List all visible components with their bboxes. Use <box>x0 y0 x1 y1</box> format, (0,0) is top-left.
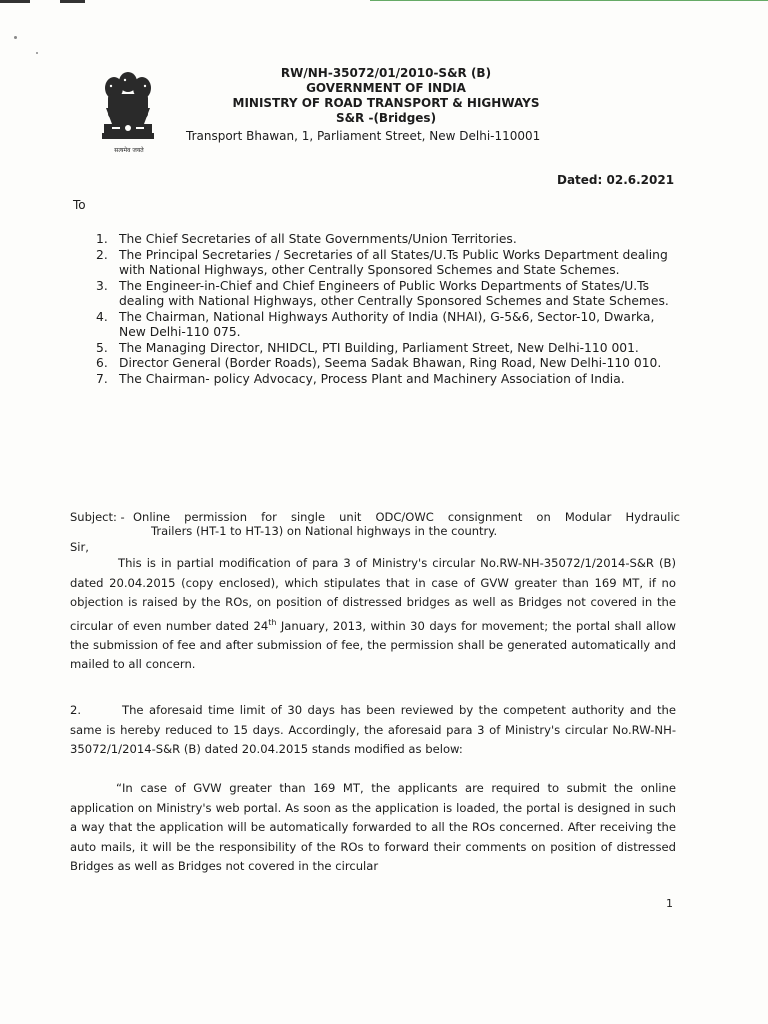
subject-text-line-2: Trailers (HT-1 to HT-13) on National highways in the country. <box>151 524 498 538</box>
national-emblem-icon <box>98 68 158 150</box>
ministry-name: MINISTRY OF ROAD TRANSPORT & HIGHWAYS <box>232 96 540 110</box>
list-item: 1. The Chief Secretaries of all State Governments/Union Territories. <box>96 232 517 246</box>
letter-date: Dated: 02.6.2021 <box>557 173 675 187</box>
letterhead <box>186 66 586 126</box>
list-item: 6. Director General (Border Roads), Seema Sadak Bhawan, Ring Road, New Delhi-110 010. <box>96 356 662 370</box>
department-name: S&R -(Bridges) <box>335 111 437 125</box>
subject-line <box>70 510 680 538</box>
paragraph-quoted-modification: “In case of GVW greater than 169 MT, the applicants are required to submit the online application on Ministry's web portal. As soon as the application is loaded, the portal is designed in such a way that the application will be automatically forwarded to all the ROs concerned. After receiving the auto mails, it will be the responsibility of the ROs to forward their comments on position of distressed Bridges as well as Bridges not covered in the circular <box>70 781 676 873</box>
scan-speck <box>36 52 38 54</box>
list-item: 5. The Managing Director, NHIDCL, PTI Building, Parliament Street, New Delhi-110 001. <box>96 340 639 355</box>
list-item: 2. The Principal Secretaries / Secretaries of all States/U.Ts Public Works Department dealing with National Highways, other Centrally Sponsored Schemes and State Schemes. <box>96 247 668 277</box>
scan-speck <box>14 36 17 39</box>
government-name: GOVERNMENT OF INDIA <box>306 81 466 95</box>
subject-text-line-1: Online permission for single unit ODC/OWC consignment on Modular Hydraulic <box>133 510 680 524</box>
office-address: Transport Bhawan, 1, Parliament Street, New Delhi-110001 <box>186 129 541 143</box>
emblem-caption: सत्यमेव जयते <box>114 147 144 154</box>
subject-label: Subject: - <box>70 510 125 524</box>
to-label: To <box>73 198 86 212</box>
scan-edge-marks <box>0 0 768 6</box>
list-item: 7. The Chairman- policy Advocacy, Process Plant and Machinery Association of India. <box>96 371 625 386</box>
list-item: 4. The Chairman, National Highways Authority of India (NHAI), G-5&6, Sector-10, Dwarka, New Delhi-110 075. <box>96 309 655 339</box>
list-item: 3. The Engineer-in-Chief and Chief Engineers of Public Works Departments of States/U.Ts dealing with National Highways, other Centrally Sponsored Schemes and State Schemes. <box>96 278 669 308</box>
paragraph-2: 2. The aforesaid time limit of 30 days has been reviewed by the competent authority and the same is hereby reduced to 15 days. Accordingly, the aforesaid para 3 of Ministry's circular No.RW-NH-35072/1/2014-S&R (B) dated 20.04.2015 stands modified as below: <box>70 703 676 756</box>
page-number: 1 <box>666 897 673 910</box>
paragraph-1: This is in partial modification of para 3 of Ministry's circular No.RW-NH-35072/1/2014-S&R (B) dated 20.04.2015 (copy enclosed), which stipulates that in case of GVW greater than 169 MT, if no objection is raised by the ROs, on position of distressed bridges as well as Bridges not covered in the circular of even number dated 24th January, 2013, within 30 days for movement; the portal shall allow the submission of fee and after submission of fee, the permission shall be generated automatically and mailed to all concern. <box>70 556 676 672</box>
recipient-list <box>96 232 676 387</box>
paragraph-number: 2. <box>70 703 82 717</box>
reference-number: RW/NH-35072/01/2010-S&R (B) <box>280 66 492 80</box>
salutation: Sir, <box>70 540 89 554</box>
